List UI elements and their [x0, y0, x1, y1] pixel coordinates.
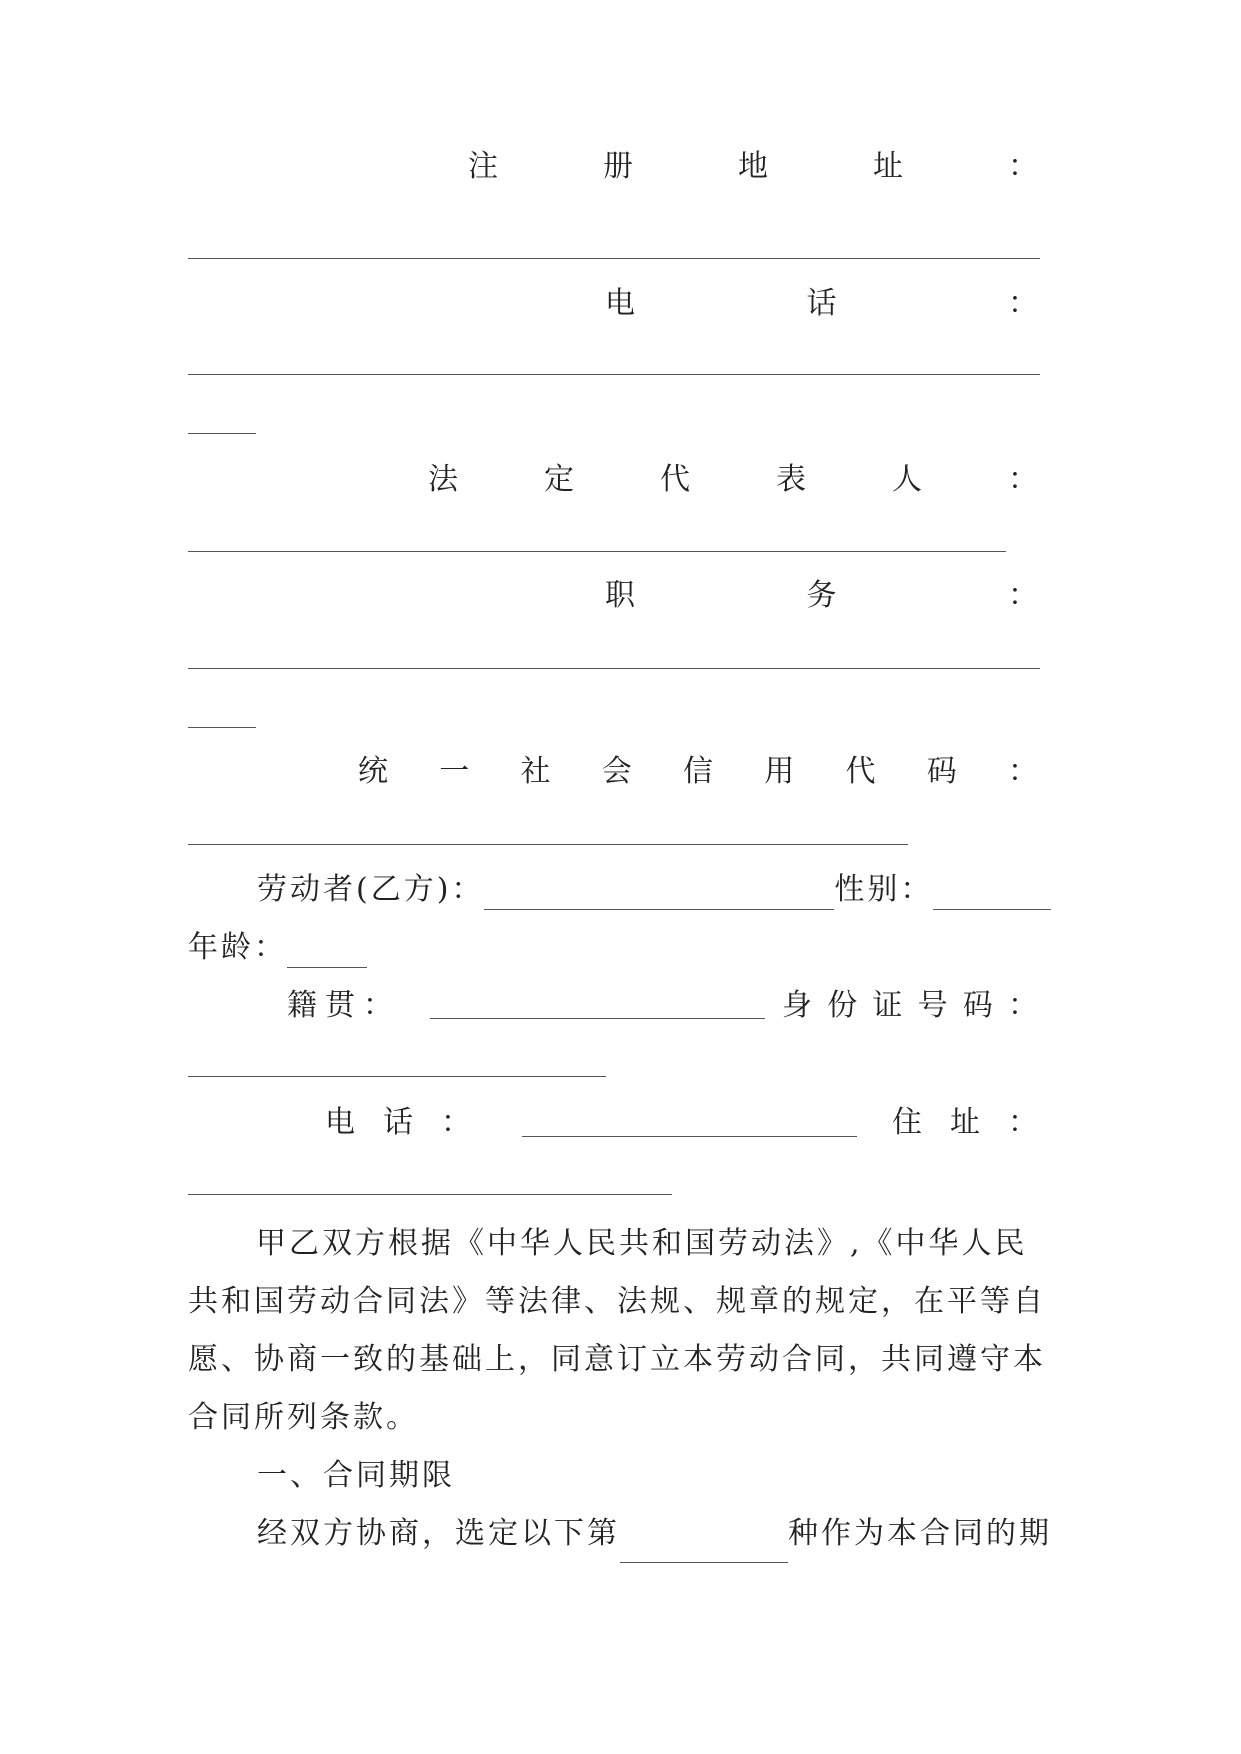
legal-representative-blank[interactable]: [188, 551, 1006, 552]
intro-paragraph: 甲乙双方根据《中华人民共和国劳动法》,《中华人民共和国劳动合同法》等法律、法规、规章的规定，在平等自愿、协商一致的基础上，同意订立本劳动合同，共同遵守本合同所列条款。: [188, 1226, 1046, 1435]
term-choice-blank[interactable]: [620, 1522, 788, 1563]
position-blank[interactable]: [188, 668, 1040, 669]
credit-code-blank[interactable]: [188, 844, 908, 845]
employee-name-blank[interactable]: [484, 877, 834, 910]
employee-address-blank[interactable]: [188, 1194, 672, 1195]
age-blank[interactable]: [287, 935, 367, 968]
employer-phone-blank[interactable]: [188, 374, 1040, 375]
id-number-label: 身 份 证 号 码 ：: [782, 988, 1038, 1023]
employee-name-row: [257, 870, 1051, 910]
age-row: [188, 928, 367, 968]
employee-name-label: 劳动者(乙方)：: [257, 872, 485, 907]
legal-representative-label: 法 定 代 表 人 ：: [428, 462, 1038, 497]
term-choice-prefix: 经双方协商，选定以下第: [257, 1516, 620, 1551]
native-place-label: 籍 贯 ：: [287, 988, 393, 1023]
age-label: 年龄：: [188, 930, 287, 965]
employer-phone-blank-continued[interactable]: [188, 433, 256, 434]
employee-address-label: 住 址 ：: [892, 1105, 1038, 1140]
credit-code-label: 统 一 社 会 信 用 代 码 ：: [358, 754, 1038, 789]
employee-phone-label: 电 话 ：: [325, 1105, 471, 1140]
registered-address-blank[interactable]: [188, 258, 1040, 259]
position-label: 职 务 ：: [605, 578, 1038, 613]
term-choice-row: [257, 1505, 1057, 1563]
employee-phone-blank[interactable]: [522, 1136, 857, 1137]
gender-label: 性别：: [834, 872, 934, 907]
registered-address-label: 注 册 地 址 ：: [468, 149, 1038, 184]
id-number-blank[interactable]: [188, 1076, 606, 1077]
term-choice-suffix: 种作为本合同的期: [788, 1516, 1052, 1551]
section-one-heading: 一、合同期限: [257, 1458, 455, 1493]
gender-blank[interactable]: [933, 877, 1051, 910]
position-blank-continued[interactable]: [188, 727, 256, 728]
employer-phone-label: 电 话 ：: [605, 286, 1038, 321]
native-place-blank[interactable]: [430, 1018, 765, 1019]
